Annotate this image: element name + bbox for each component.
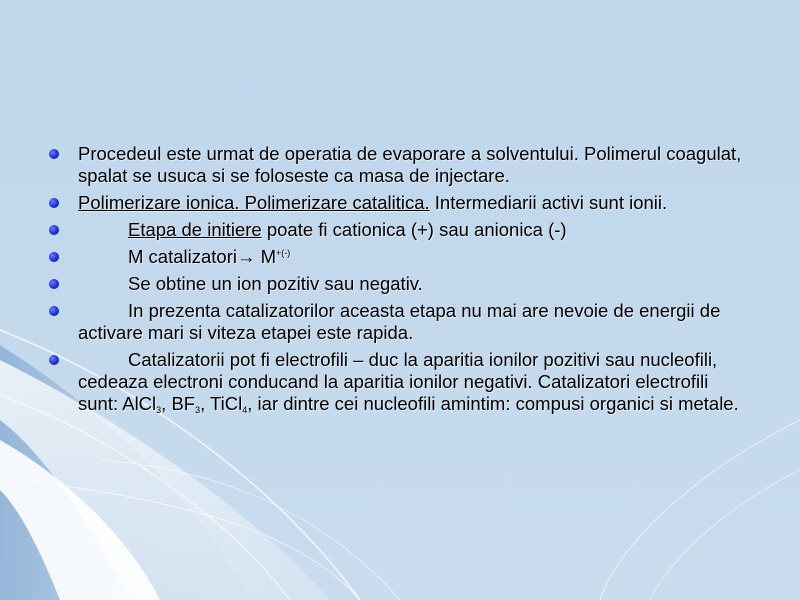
bullet-text: M catalizatori: [128, 246, 237, 267]
bullet-dot-icon: [49, 198, 59, 208]
bullet-dot-icon: [49, 252, 59, 262]
bullet-text: M: [255, 246, 277, 267]
bullet-text: Se obtine un ion pozitiv sau negativ.: [128, 273, 423, 294]
bullet-text: , BF: [161, 393, 196, 414]
subscript: 4: [242, 405, 248, 415]
bullet-text: Procedeul este urmat de operatia de evaporare a solventului. Polimerul coagulat, spalat se usuca si se foloseste ca masa de injectare.: [78, 143, 742, 186]
right-arrow-icon: →: [236, 246, 256, 267]
subscript: 3: [195, 405, 201, 415]
bullet-dot-icon: [49, 279, 59, 289]
bullet-item-energie-activare: [48, 300, 748, 344]
bullet-text: , TiCl: [200, 393, 243, 414]
subscript: 3: [156, 405, 162, 415]
bullet-text: poate fi cationica (+) sau anionica (-): [261, 219, 567, 240]
bullet-underlined-heading: Polimerizare ionica. Polimerizare catalitica.: [78, 192, 430, 213]
bullet-text: Catalizatorii pot fi electrofili – duc la aparitia ionilor pozitivi sau nucleofili, cedeaza electroni conducand la aparitia ionilor negativi. Catalizatori electrofili sunt: AlCl: [78, 349, 718, 414]
bullet-dot-icon: [49, 355, 59, 365]
bullet-item-etapa-initiere: [48, 219, 748, 241]
bullet-item-catalizatori-tipuri: [48, 349, 748, 415]
bullet-text: , iar dintre cei nucleofili amintim: compusi organici si metale.: [247, 393, 739, 414]
slide-content: [48, 143, 748, 420]
bullet-list: [48, 143, 748, 415]
bullet-dot-icon: [49, 149, 59, 159]
bullet-item-ion: [48, 273, 748, 295]
bullet-dot-icon: [49, 306, 59, 316]
bullet-item-catalizatori-formula: [48, 246, 748, 268]
bullet-item-evaporare: [48, 143, 748, 187]
charge-superscript: +(-): [276, 248, 291, 258]
bullet-item-polimerizare-ionica: [48, 192, 748, 214]
bullet-text: Intermediarii activi sunt ionii.: [429, 192, 668, 213]
bullet-dot-icon: [49, 225, 59, 235]
bullet-underlined-heading: Etapa de initiere: [128, 219, 262, 240]
bullet-text: In prezenta catalizatorilor aceasta etapa nu mai are nevoie de energii de activare mari si viteza etapei este rapida.: [78, 300, 721, 343]
